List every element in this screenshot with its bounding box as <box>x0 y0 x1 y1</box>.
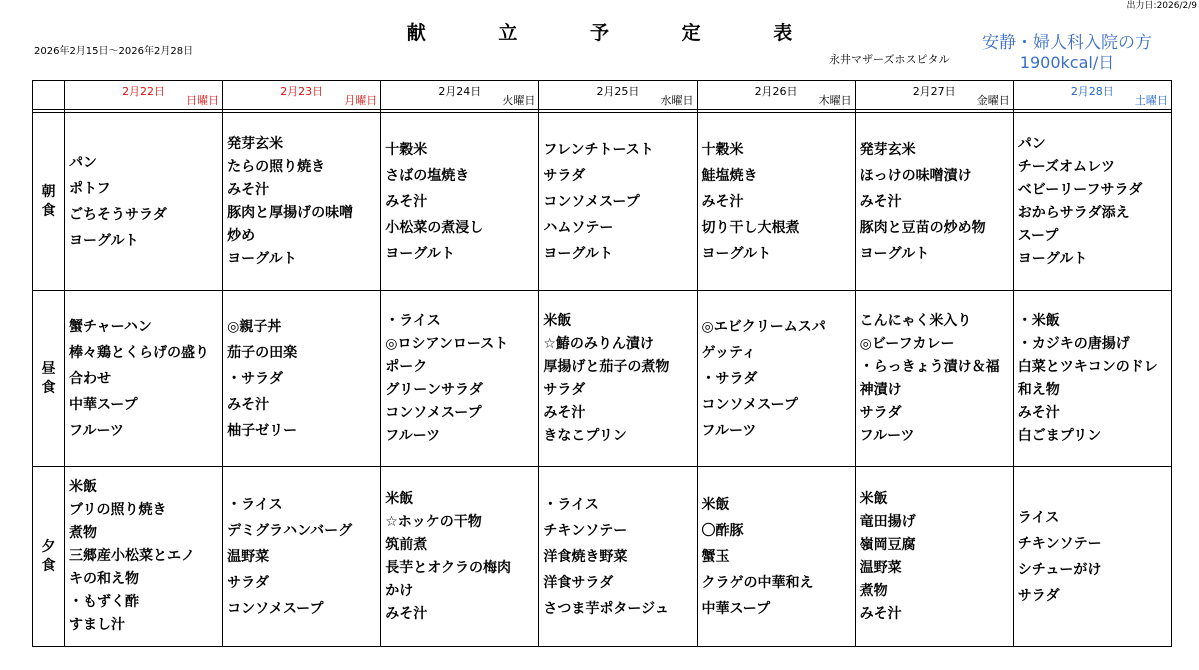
menu-item: みそ汁 <box>385 193 428 210</box>
meal-label-char: 食 <box>41 379 56 396</box>
menu-item: ◎エビクリームスパ <box>701 318 826 335</box>
menu-item: シチューがけ <box>1017 561 1102 578</box>
day-date: 2月28日 <box>1070 85 1114 98</box>
menu-item: みそ汁 <box>1017 404 1060 421</box>
menu-item: ☆ホッケの干物 <box>385 513 482 530</box>
menu-item: ・らっきょう漬け＆福 <box>859 358 1000 375</box>
menu-item: きなこプリン <box>543 427 627 444</box>
menu-item: 和え物 <box>1017 381 1060 398</box>
menu-item: ごちそうサラダ <box>69 206 167 223</box>
lunch-cell <box>223 291 381 467</box>
lunch-cell <box>855 291 1013 467</box>
title-char: 献 <box>406 22 426 44</box>
menu-item: ◎ロシアンロースト <box>385 335 509 352</box>
menu-item: 中華スープ <box>701 600 771 617</box>
day-header <box>539 81 697 110</box>
menu-item: ヨーグルト <box>859 245 930 262</box>
dinner-cell <box>697 467 855 647</box>
day-header <box>855 81 1013 110</box>
menu-item: サラダ <box>859 404 902 421</box>
dinner-row <box>33 467 1172 647</box>
day-weekday: 金曜日 <box>976 94 1010 107</box>
menu-item: 温野菜 <box>859 559 902 576</box>
menu-item: ポトフ <box>69 180 111 197</box>
menu-item: 蟹チャーハン <box>69 318 152 335</box>
day-date: 2月27日 <box>912 85 956 98</box>
title-char: 立 <box>498 22 518 44</box>
menu-item: 筑前煮 <box>385 536 428 553</box>
menu-item: みそ汁 <box>227 181 270 198</box>
menu-item: ・米飯 <box>1017 312 1060 329</box>
menu-item: サラダ <box>1017 587 1060 604</box>
menu-item: ヨーグルト <box>385 245 455 262</box>
meal-label-char: 食 <box>41 202 56 219</box>
title-char: 表 <box>773 22 793 44</box>
day-header <box>1013 81 1171 110</box>
menu-item: 十穀米 <box>701 141 744 158</box>
menu-item: ◎ビーフカレー <box>859 335 955 352</box>
menu-item: 米飯 <box>859 490 888 507</box>
menu-item: 切り干し大根煮 <box>701 219 800 236</box>
menu-item: ・ライス <box>227 496 283 513</box>
menu-item: ・ライス <box>543 496 599 513</box>
menu-item: サラダ <box>543 167 586 184</box>
menu-item: 洋食焼き野菜 <box>543 548 628 565</box>
menu-item: ブリの照り焼き <box>69 502 167 518</box>
meal-label-char: 昼 <box>41 360 56 377</box>
dinner-cell <box>223 467 381 647</box>
menu-item: 中華スープ <box>69 396 138 413</box>
menu-item: 棒々鶏とくらげの盛り <box>69 344 209 361</box>
hospital-name: 永井マザーズホスピタル <box>829 53 950 66</box>
day-date: 2月26日 <box>754 85 798 98</box>
menu-item: 鮭塩焼き <box>701 167 758 184</box>
menu-item: 発芽玄米 <box>859 141 916 158</box>
period-range: 2026年2月15日～2026年2月28日 <box>34 46 194 57</box>
menu-item: さばの塩焼き <box>385 167 470 184</box>
lunch-cell <box>697 291 855 467</box>
menu-item: コンソメスープ <box>701 396 798 413</box>
lunch-cell <box>1013 291 1171 467</box>
menu-item: ヨーグルト <box>543 245 613 262</box>
lunch-cell <box>539 291 697 467</box>
diet-target-calories: 1900kcal/日 <box>1019 53 1115 72</box>
menu-item: たらの照り焼き <box>227 158 326 175</box>
title-char: 定 <box>681 22 701 44</box>
menu-item: スープ <box>1017 227 1059 244</box>
day-weekday: 土曜日 <box>1134 94 1168 107</box>
menu-item: サラダ <box>543 381 586 398</box>
corner-cell <box>33 81 65 110</box>
menu-item: サラダ <box>227 574 269 591</box>
day-header <box>223 81 381 110</box>
dinner-label <box>33 467 65 647</box>
menu-item: 発芽玄米 <box>227 135 284 152</box>
menu-item: コンソメスープ <box>227 600 324 617</box>
menu-item: デミグラハンバーグ <box>227 522 353 539</box>
day-date: 2月22日 <box>122 85 166 98</box>
menu-item: ・ライス <box>385 312 441 329</box>
output-date: 出力日:2026/2/9 <box>1126 1 1197 11</box>
menu-item: ・カジキの唐揚げ <box>1017 335 1130 352</box>
title-char: 予 <box>589 22 609 44</box>
menu-item: ヨーグルト <box>227 250 297 267</box>
menu-item: ポーク <box>385 358 428 375</box>
day-date: 2月25日 <box>596 85 640 98</box>
menu-item: ・サラダ <box>227 370 283 387</box>
breakfast-cell <box>65 113 223 291</box>
menu-item: 煮物 <box>859 582 888 599</box>
breakfast-cell <box>381 113 539 291</box>
breakfast-cell <box>1013 113 1171 291</box>
menu-item: ゲッティ <box>701 344 756 361</box>
menu-item: 長芋とオクラの梅肉 <box>385 559 511 576</box>
menu-item: チキンソテー <box>543 522 628 539</box>
menu-item: みそ汁 <box>385 605 428 622</box>
menu-item: フレンチトースト <box>543 141 654 158</box>
breakfast-cell <box>539 113 697 291</box>
menu-item: パン <box>69 154 97 171</box>
lunch-label <box>33 291 65 467</box>
menu-item: 豚肉と厚揚げの味噌 <box>227 204 354 221</box>
menu-item: 柚子ゼリー <box>227 422 298 439</box>
breakfast-label <box>33 113 65 291</box>
menu-item: 米飯 <box>701 496 730 513</box>
menu-item: 嶺岡豆腐 <box>859 536 916 553</box>
menu-item: グリーンサラダ <box>385 381 483 398</box>
menu-item: みそ汁 <box>859 605 902 622</box>
menu-item: すまし汁 <box>69 617 125 633</box>
dinner-cell <box>381 467 539 647</box>
menu-item: コンソメスープ <box>543 193 640 210</box>
menu-item: 米飯 <box>543 312 572 329</box>
diet-target <box>962 33 1172 72</box>
meal-label-char: 食 <box>41 557 56 574</box>
menu-item: ライス <box>1017 509 1060 526</box>
breakfast-row <box>33 113 1172 291</box>
menu-item: 小松菜の煮浸し <box>385 219 484 236</box>
menu-item: ヨーグルト <box>1017 250 1088 267</box>
day-weekday: 月曜日 <box>344 94 378 107</box>
day-header <box>697 81 855 110</box>
menu-item: こんにゃく米入り <box>859 312 972 329</box>
menu-item: フルーツ <box>701 422 757 439</box>
menu-item: 合わせ <box>69 370 111 387</box>
dinner-cell <box>1013 467 1171 647</box>
day-date: 2月23日 <box>280 85 324 98</box>
menu-item: みそ汁 <box>227 396 270 413</box>
menu-item: ・もずく酢 <box>69 594 139 610</box>
menu-table <box>32 80 1172 647</box>
dinner-cell <box>65 467 223 647</box>
menu-item: クラゲの中華和え <box>701 574 814 591</box>
lunch-cell <box>65 291 223 467</box>
menu-item: 白菜とツキコンのドレ <box>1017 358 1158 375</box>
menu-item: フルーツ <box>69 422 124 439</box>
menu-item: 白ごまプリン <box>1017 427 1102 444</box>
breakfast-cell <box>697 113 855 291</box>
day-header <box>65 81 223 110</box>
menu-item: 厚揚げと茄子の煮物 <box>543 358 670 375</box>
menu-item: フルーツ <box>385 427 441 444</box>
menu-item: ベビーリーフサラダ <box>1017 181 1143 198</box>
dinner-cell <box>539 467 697 647</box>
menu-item: みそ汁 <box>701 193 744 210</box>
menu-item: ☆鰆のみりん漬け <box>543 335 654 352</box>
day-header <box>381 81 539 110</box>
menu-item: 米飯 <box>385 490 414 507</box>
menu-item: 三郷産小松菜とエノ <box>69 548 195 564</box>
meal-label-char: 朝 <box>41 183 56 200</box>
meal-label-char: 夕 <box>41 538 56 555</box>
menu-item: 温野菜 <box>227 548 270 565</box>
menu-item: ヨーグルト <box>69 232 139 249</box>
menu-item: 蟹玉 <box>701 548 730 565</box>
menu-item: 米飯 <box>69 479 97 495</box>
menu-item: ハムソテー <box>543 219 614 236</box>
breakfast-cell <box>223 113 381 291</box>
menu-item: 神漬け <box>859 381 902 398</box>
menu-item: ほっけの味噌漬け <box>859 167 972 184</box>
lunch-row <box>33 291 1172 467</box>
menu-item: キの和え物 <box>69 571 139 587</box>
day-weekday: 日曜日 <box>186 94 220 107</box>
menu-item: 茄子の田楽 <box>227 344 298 361</box>
menu-item: みそ汁 <box>543 404 586 421</box>
menu-item: チキンソテー <box>1017 535 1102 552</box>
menu-item: 洋食サラダ <box>543 574 614 591</box>
menu-item: パン <box>1017 135 1046 152</box>
day-weekday: 木曜日 <box>818 94 852 107</box>
menu-item: ヨーグルト <box>701 245 772 262</box>
diet-target-patients: 安静・婦人科入院の方 <box>982 33 1152 53</box>
day-header-row <box>33 81 1172 110</box>
menu-item: みそ汁 <box>859 193 902 210</box>
menu-item: 〇酢豚 <box>701 522 744 539</box>
dinner-cell <box>855 467 1013 647</box>
menu-item: チーズオムレツ <box>1017 158 1116 175</box>
day-date: 2月24日 <box>438 85 482 98</box>
menu-item: ◎親子丼 <box>227 318 282 335</box>
menu-item: 煮物 <box>69 525 97 541</box>
day-weekday: 火曜日 <box>502 94 536 107</box>
lunch-cell <box>381 291 539 467</box>
breakfast-cell <box>855 113 1013 291</box>
day-weekday: 水曜日 <box>660 94 694 107</box>
menu-item: ・サラダ <box>701 370 758 387</box>
menu-item: 竜田揚げ <box>859 513 916 530</box>
menu-item: 豚肉と豆苗の炒め物 <box>859 219 986 236</box>
menu-item: コンソメスープ <box>385 404 482 421</box>
menu-item: さつま芋ポタージュ <box>543 600 669 617</box>
menu-item: おからサラダ添え <box>1017 204 1130 221</box>
menu-item: 十穀米 <box>385 141 428 158</box>
menu-item: 炒め <box>227 227 256 244</box>
menu-item: かけ <box>385 582 414 599</box>
menu-item: フルーツ <box>859 427 915 444</box>
